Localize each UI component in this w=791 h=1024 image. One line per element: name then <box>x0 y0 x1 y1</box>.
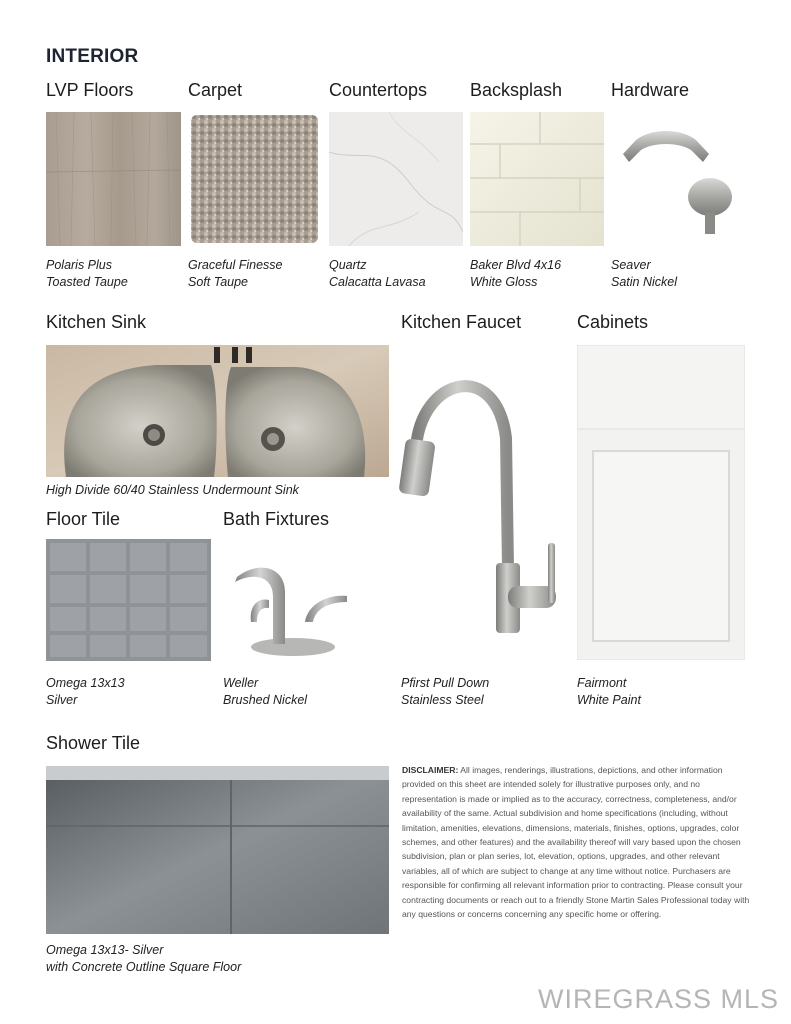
lvp-name: Polaris Plus <box>46 258 112 272</box>
backsplash-swatch <box>470 112 604 246</box>
floor-tile-color: Silver <box>46 693 78 707</box>
cabinets-name: Fairmont <box>577 676 627 690</box>
carpet-name: Graceful Finesse <box>188 258 283 272</box>
faucet-finish: Stainless Steel <box>401 693 484 707</box>
carpet-swatch <box>188 112 321 246</box>
carpet-color: Soft Taupe <box>188 275 249 289</box>
hardware-image <box>611 112 761 246</box>
floor-tile-caption <box>46 675 125 709</box>
label-shower-tile: Shower Tile <box>46 733 141 753</box>
label-kitchen-sink: Kitchen Sink <box>46 312 147 332</box>
label-cabinets: Cabinets <box>577 312 649 332</box>
disclaimer <box>402 763 750 921</box>
countertops-color: Calacatta Lavasa <box>329 275 426 289</box>
hardware-caption <box>611 257 677 291</box>
shower-tile-image <box>46 766 389 934</box>
kitchen-sink-image <box>46 345 389 477</box>
faucet-name: Pfirst Pull Down <box>401 676 490 690</box>
label-floor-tile: Floor Tile <box>46 509 121 529</box>
disclaimer-text: All images, renderings, illustrations, depictions, and other information provided on this sheet are intended solely for illustrative purposes only, and no representation is made or implied as to the accuracy, correctness, completeness, and/or availability of the same. Actual subdivision and home specifications (including, without limitation, amenities, elevations, dimensions, materials, finishes, options, upgrades, color schemes, and other features) and the availability thereof will vary based upon the chosen subdivision, plan or plan series, lot, elevation, options, upgrades, and other relevant variables, all of which are subject to change at any time without notice. Purchasers are responsible for confirming all relevant information prior to contracting. Please consult your contracting documents or reach out to a friendly Stone Martin Sales Professional today with any questions or concerns concerning any specific home or offering. <box>402 765 750 920</box>
floor-tile-name: Omega 13x13 <box>46 676 125 690</box>
lvp-caption <box>46 257 128 291</box>
backsplash-caption <box>470 257 561 291</box>
carpet-caption <box>188 257 282 291</box>
backsplash-color: White Gloss <box>470 275 538 289</box>
shower-caption <box>46 942 241 976</box>
bath-finish: Brushed Nickel <box>223 693 308 707</box>
floor-tile-swatch <box>46 539 211 661</box>
lvp-color: Toasted Taupe <box>46 275 128 289</box>
hardware-name: Seaver <box>611 258 651 272</box>
label-hardware: Hardware <box>611 80 690 100</box>
kitchen-faucet-image <box>396 368 561 640</box>
label-carpet: Carpet <box>188 80 243 100</box>
shower-name: Omega 13x13- Silver <box>46 943 164 957</box>
shower-detail: with Concrete Outline Square Floor <box>46 960 242 974</box>
page-title: INTERIOR <box>46 46 139 67</box>
label-lvp-floors: LVP Floors <box>46 80 134 100</box>
cabinet-door-image <box>577 345 745 660</box>
label-bath-fixtures: Bath Fixtures <box>223 509 330 529</box>
faucet-caption <box>401 675 489 709</box>
label-countertops: Countertops <box>329 80 428 100</box>
cabinets-finish: White Paint <box>577 693 641 707</box>
sink-caption: High Divide 60/40 Stainless Undermount Sink <box>46 483 299 497</box>
bath-caption <box>223 675 307 709</box>
countertops-caption <box>329 257 426 291</box>
bath-fixture-image <box>229 552 353 660</box>
countertops-name: Quartz <box>329 258 367 272</box>
label-backsplash: Backsplash <box>470 80 563 100</box>
watermark: WIREGRASS MLS <box>538 984 780 1014</box>
lvp-floor-swatch <box>46 112 181 246</box>
hardware-color: Satin Nickel <box>611 275 677 289</box>
bath-name: Weller <box>223 676 259 690</box>
label-kitchen-faucet: Kitchen Faucet <box>401 312 522 332</box>
countertop-swatch <box>329 112 463 246</box>
cabinets-caption <box>577 675 641 709</box>
disclaimer-label: DISCLAIMER: <box>402 765 459 775</box>
backsplash-name: Baker Blvd 4x16 <box>470 258 562 272</box>
